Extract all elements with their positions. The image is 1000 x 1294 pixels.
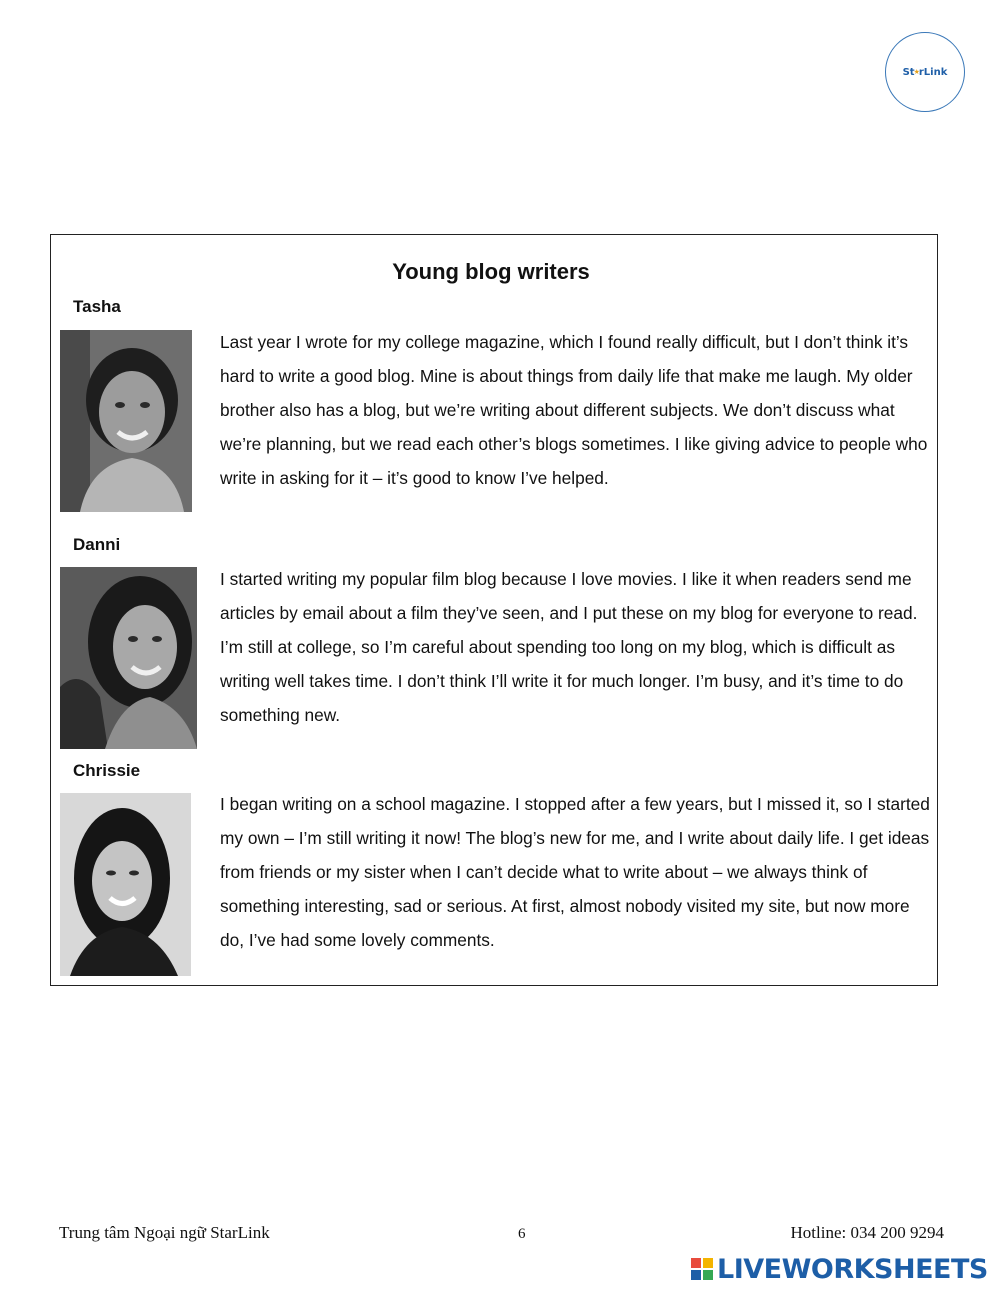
liveworksheets-text: LIVEWORKSHEETS [717,1253,988,1285]
photo-danni [60,567,197,749]
photo-tasha [60,330,192,512]
photo-chrissie [60,793,191,976]
liveworksheets-icon [691,1258,713,1280]
starlink-logo [885,32,965,112]
logo-text-left: St [902,66,915,78]
writer-text-chrissie: I began writing on a school magazine. I stopped after a few years, but I missed it, so I started my own – I’m still writing it now! The blog’s new for me, and I write about daily life. I get ideas from friends or my sister when I can’t decide what to write about – we always think of something interesting, sad or serious. At first, almost nobody visited my site, but now more do, I’ve had some lovely comments. [220,794,930,950]
writer-name-tasha: Tasha [73,297,121,316]
liveworksheets-logo[interactable] [691,1254,988,1284]
article-title: Young blog writers [392,259,590,284]
portrait-icon [60,793,191,976]
writer-name-danni: Danni [73,535,121,554]
page-number: 6 [518,1226,526,1242]
logo-text-right: rLink [918,66,948,78]
footer-center-name: Trung tâm Ngoại ngữ StarLink [59,1223,270,1242]
portrait-icon [60,567,197,749]
writer-text-danni: I started writing my popular film blog because I love movies. I like it when readers send me articles by email about a film they’ve seen, and I put these on my blog for everyone to read. I’m still at college, so I’m careful about spending too long on my blog, which is difficult as writing well takes time. I don’t think I’ll write it for much longer. I’m busy, and it’s time to do something new. [220,569,918,725]
footer-hotline: Hotline: 034 200 9294 [790,1223,944,1242]
writer-name-chrissie: Chrissie [73,761,141,780]
star-icon: ★ [913,68,920,76]
portrait-icon [60,330,192,512]
writer-text-tasha: Last year I wrote for my college magazine, which I found really difficult, but I don’t think it’s hard to write a good blog. Mine is about things from daily life that make me laugh. My older brother also has a blog, but we’re writing about different subjects. We don’t discuss what we’re planning, but we read each other’s blogs sometimes. I like giving advice to people who write in asking for it – it’s good to know I’ve helped. [220,332,928,488]
article-box [50,234,938,986]
